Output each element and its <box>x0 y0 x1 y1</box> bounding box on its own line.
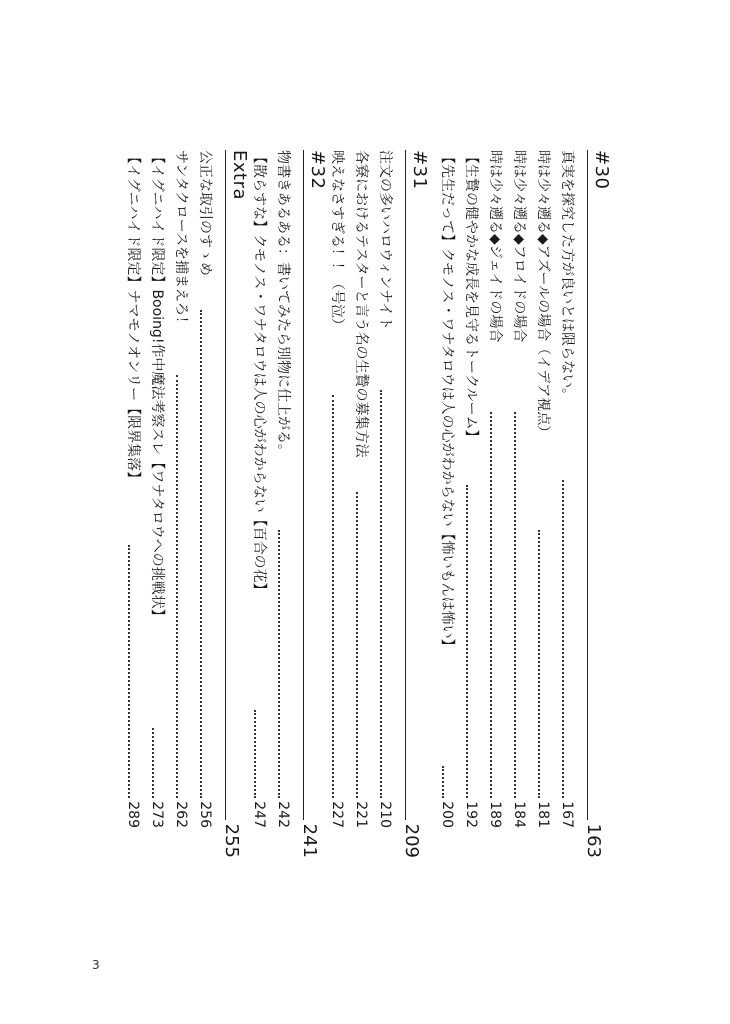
section-page-number: 209 <box>401 820 422 858</box>
dot-leader <box>128 545 145 798</box>
toc-entry[interactable] <box>555 150 579 850</box>
entry-title: 【生贄の健やかな成長を見守るトークルーム】 <box>463 150 479 444</box>
entry-title: 時は少々遡る◆ジェイドの場合 <box>487 150 503 343</box>
entry-title: 時は少々遡る◆アズールの場合（イデア視点） <box>535 150 551 440</box>
toc-entry[interactable] <box>325 150 349 850</box>
entry-title: 【散らすな】クモノス・ワナタロウは人の心がわからない【百合の花】 <box>251 150 267 597</box>
dot-leader <box>538 530 555 798</box>
entry-title: 物書きあるある：書いてみたら別物に仕上がる。 <box>275 150 291 458</box>
section-title: #31 <box>409 150 430 190</box>
entry-page-number: 181 <box>535 801 551 828</box>
toc-entry[interactable] <box>145 150 169 850</box>
dot-leader <box>562 480 579 798</box>
dot-leader <box>380 390 397 798</box>
section-title: #30 <box>591 150 612 190</box>
toc-entry[interactable] <box>507 150 531 850</box>
entry-page-number: 167 <box>559 801 575 828</box>
dot-leader <box>356 492 373 798</box>
entry-title: 注文の多いハロウィンナイト <box>377 150 393 331</box>
entry-title: 【イグニハイド限定】ナマモノオンリー【限界集落】 <box>125 150 141 486</box>
section-page-number: 241 <box>299 820 320 858</box>
dot-leader <box>442 766 459 798</box>
section-page-number: 163 <box>583 820 604 858</box>
entry-page-number: 227 <box>329 801 345 828</box>
dot-leader <box>254 710 271 798</box>
entry-title: 【先生だって】クモノス・ワナタロウは人の心がわからない【怖いもんは怖い】 <box>439 150 455 653</box>
entry-page-number: 247 <box>251 801 267 828</box>
entry-page-number: 221 <box>353 801 369 828</box>
dot-leader <box>278 530 295 798</box>
entry-page-number: 210 <box>377 801 393 828</box>
section-header <box>299 150 328 858</box>
section-page-number: 255 <box>221 820 242 858</box>
entry-title: 真実を探究した方が良いとは限らない。 <box>559 150 575 402</box>
entry-title: 時は少々遡る◆フロイドの場合 <box>511 150 527 343</box>
toc-entry[interactable] <box>349 150 373 850</box>
entry-page-number: 192 <box>463 801 479 828</box>
section-title: Extra <box>229 150 250 201</box>
entry-title: サンタクロースを捕まえろ！ <box>173 150 189 331</box>
toc-entry[interactable] <box>373 150 397 850</box>
entry-page-number: 184 <box>511 801 527 828</box>
toc-section <box>247 150 328 858</box>
section-header <box>221 150 250 858</box>
dot-leader <box>176 375 193 798</box>
toc-entry[interactable] <box>247 150 271 850</box>
toc-section <box>121 150 250 858</box>
entry-page-number: 289 <box>125 801 141 828</box>
entry-page-number: 242 <box>275 801 291 828</box>
toc-entry[interactable] <box>169 150 193 850</box>
dot-leader <box>200 310 217 798</box>
toc-section <box>435 150 612 858</box>
dot-leader <box>332 395 349 798</box>
toc-entry[interactable] <box>459 150 483 850</box>
section-header <box>401 150 430 858</box>
entry-title: 各寮におけるテスターと言う名の生贄の募集方法 <box>353 150 369 458</box>
entry-title: 【イグニハイド限定】Booing!作中魔法考察スレ【ワナタロウへの挑戦状】 <box>149 150 165 623</box>
entry-page-number: 200 <box>439 801 455 828</box>
entry-title: 映えなさすぎる！！（号泣） <box>329 150 345 332</box>
toc-entry[interactable] <box>531 150 555 850</box>
dot-leader <box>490 412 507 798</box>
dot-leader <box>466 485 483 798</box>
section-header <box>583 150 612 858</box>
entry-page-number: 262 <box>173 801 189 828</box>
toc-entry[interactable] <box>435 150 459 850</box>
toc-entry[interactable] <box>193 150 217 850</box>
entry-page-number: 189 <box>487 801 503 828</box>
dot-leader <box>514 412 531 798</box>
page-number: 3 <box>92 958 100 972</box>
entry-page-number: 273 <box>149 801 165 828</box>
entry-title: 公正な取引のすゝめ <box>197 150 213 276</box>
section-title: #32 <box>307 150 328 190</box>
entry-page-number: 256 <box>197 801 213 828</box>
toc-entry[interactable] <box>483 150 507 850</box>
toc-section <box>325 150 430 858</box>
toc-entry[interactable] <box>271 150 295 850</box>
table-of-contents <box>125 150 612 858</box>
toc-entry[interactable] <box>121 150 145 850</box>
dot-leader <box>152 728 169 798</box>
